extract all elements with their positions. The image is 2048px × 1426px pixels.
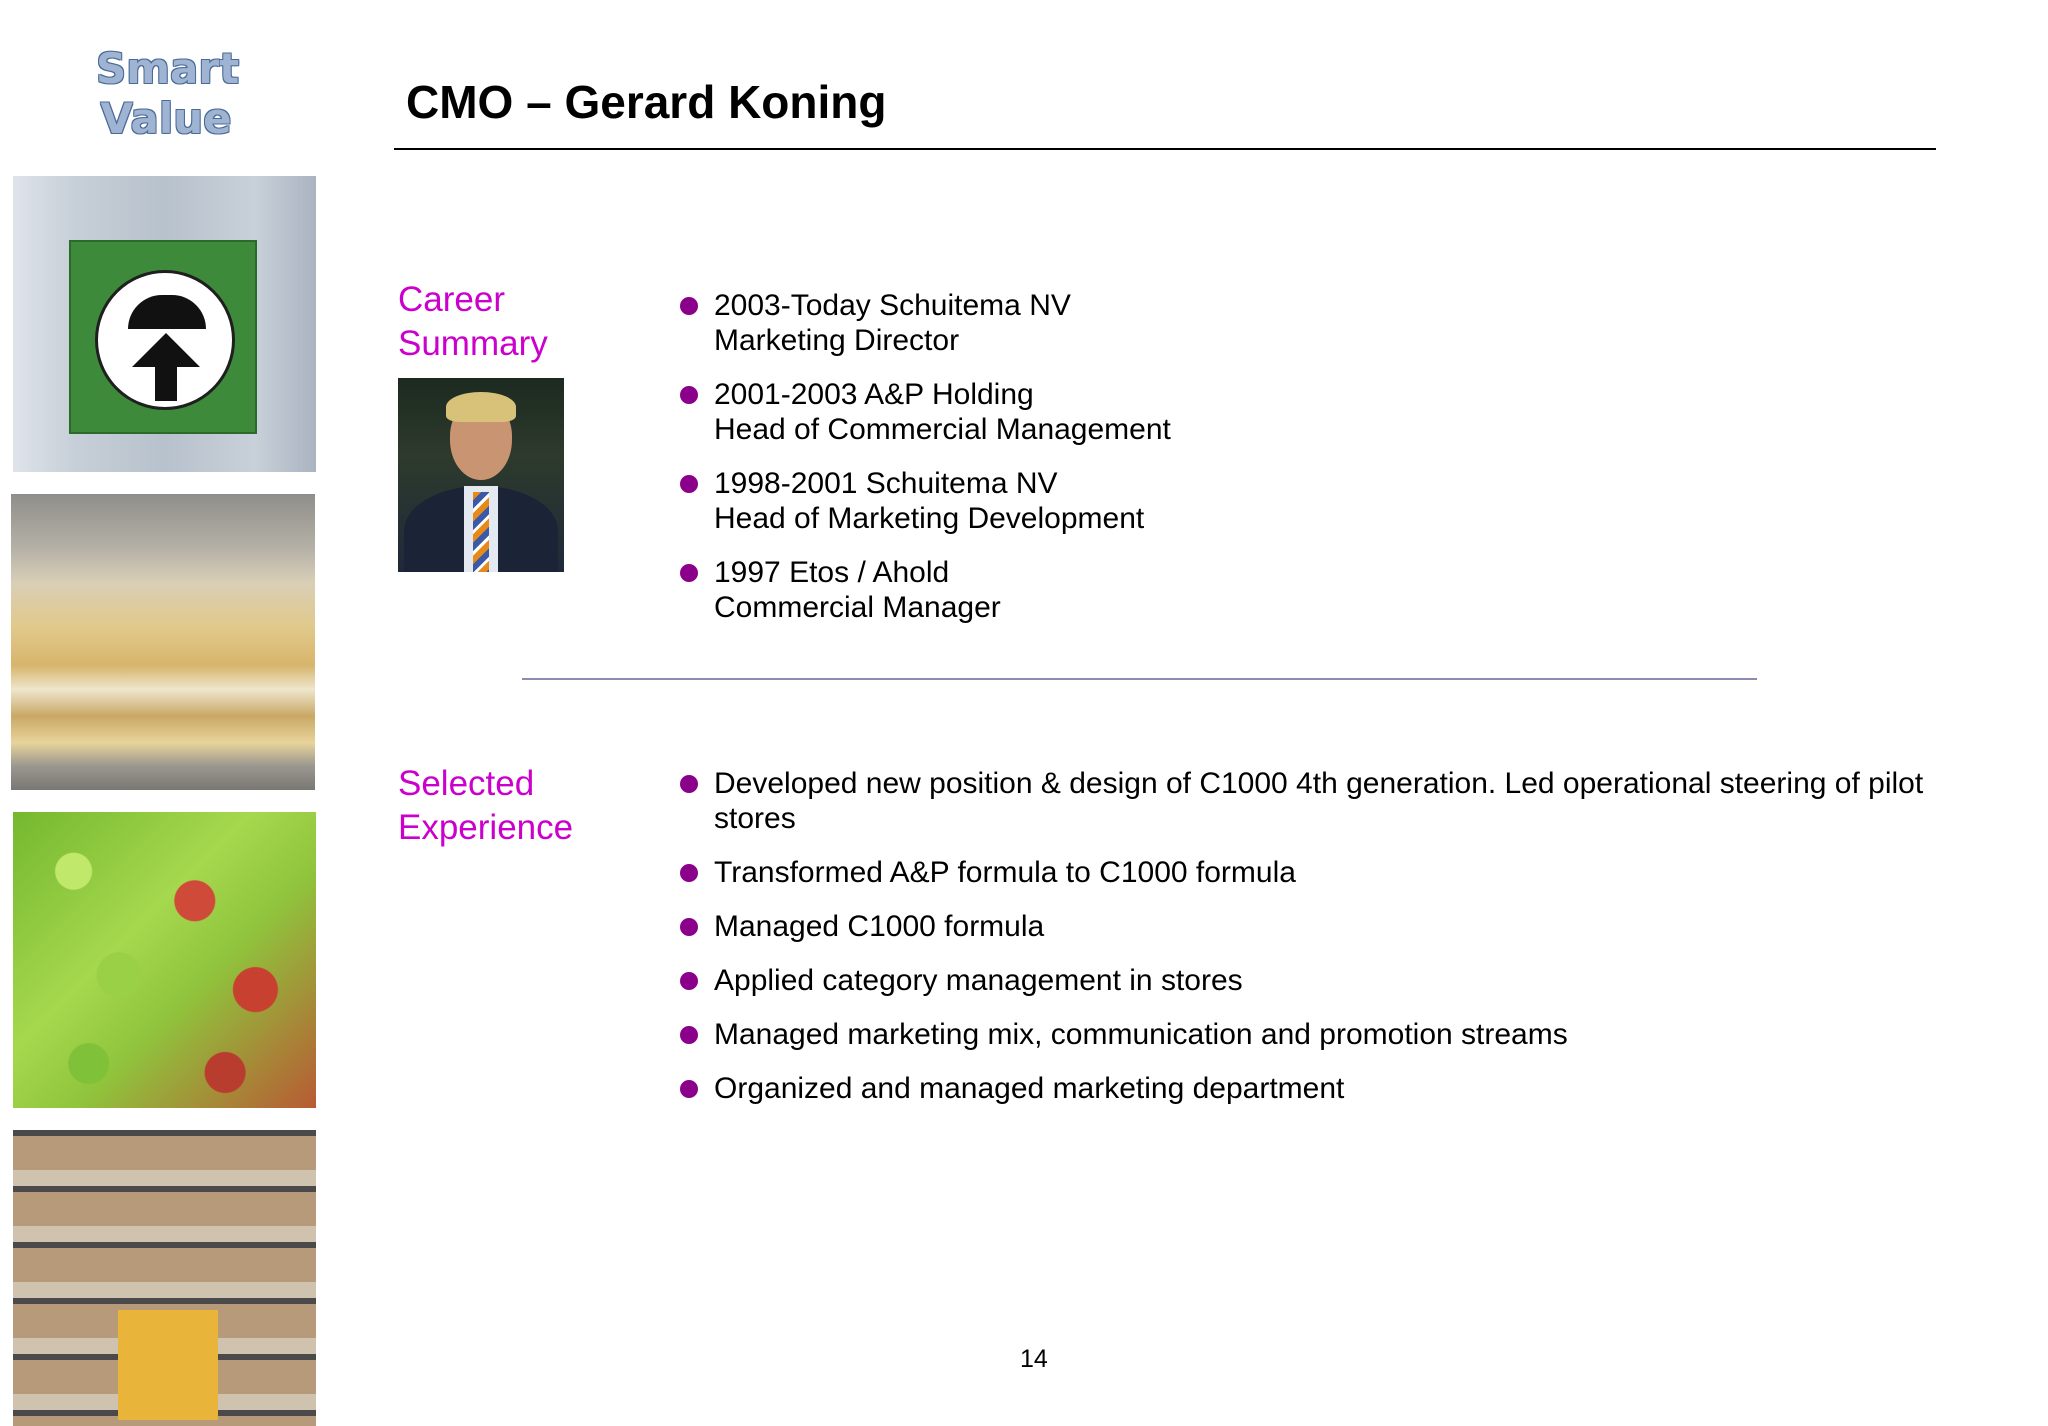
bullet-icon: [680, 864, 698, 882]
experience-item: [678, 1017, 1958, 1052]
experience-item-text: Managed marketing mix, communication and promotion streams: [714, 1018, 1568, 1051]
career-item: [678, 466, 1171, 536]
selected-experience-label: [398, 762, 573, 850]
career-label-line-1: Career: [398, 280, 505, 319]
logo-line-1: Smart: [96, 44, 240, 93]
experience-item: [678, 909, 1958, 944]
portrait-photo: [398, 378, 564, 572]
experience-label-line-1: Selected: [398, 764, 535, 803]
apples-photo: [13, 812, 316, 1108]
bullet-icon: [680, 1080, 698, 1098]
experience-item: [678, 766, 1958, 836]
career-item-role: Commercial Manager: [714, 591, 1001, 624]
deli-counter-photo: [11, 494, 315, 790]
career-item-role: Head of Marketing Development: [714, 502, 1145, 535]
bullet-icon: [680, 297, 698, 315]
career-item-role: Marketing Director: [714, 324, 960, 357]
career-item-period: 2001-2003 A&P Holding: [714, 378, 1034, 411]
experience-item-text: Organized and managed marketing department: [714, 1072, 1345, 1105]
career-item-period: 1997 Etos / Ahold: [714, 556, 950, 589]
career-item-period: 2003-Today Schuitema NV: [714, 289, 1071, 322]
title-divider: [394, 148, 1936, 150]
selected-experience-list: [678, 766, 1958, 1125]
experience-label-line-2: Experience: [398, 808, 574, 847]
experience-item-text: Applied category management in stores: [714, 964, 1243, 997]
career-summary-label: [398, 278, 548, 366]
bullet-icon: [680, 386, 698, 404]
experience-item-text: Managed C1000 formula: [714, 910, 1045, 943]
arrow-sign-icon: [95, 270, 235, 410]
career-item-period: 1998-2001 Schuitema NV: [714, 467, 1058, 500]
career-item: [678, 288, 1171, 358]
career-item: [678, 555, 1171, 625]
career-label-line-2: Summary: [398, 324, 548, 363]
sign-board: [69, 240, 257, 434]
experience-item-text: Developed new position & design of C1000 4th generation. Led operational steering of pilot stores: [714, 767, 1924, 835]
bullet-icon: [680, 1026, 698, 1044]
section-divider: [522, 678, 1757, 680]
bullet-icon: [680, 564, 698, 582]
bakery-shelves-photo: [13, 1130, 316, 1426]
bullet-icon: [680, 972, 698, 990]
experience-item: [678, 963, 1958, 998]
experience-item-text: Transformed A&P formula to C1000 formula: [714, 856, 1296, 889]
smart-value-logo: [96, 44, 240, 144]
bullet-icon: [680, 918, 698, 936]
bullet-icon: [680, 475, 698, 493]
page-title: CMO – Gerard Koning: [406, 76, 887, 128]
career-item-role: Head of Commercial Management: [714, 413, 1171, 446]
experience-item: [678, 855, 1958, 890]
career-item: [678, 377, 1171, 447]
page-number: 14: [1020, 1345, 1048, 1373]
logo-line-2: Value: [100, 94, 232, 143]
experience-item: [678, 1071, 1958, 1106]
store-sign-photo: [13, 176, 316, 472]
bullet-icon: [680, 775, 698, 793]
career-summary-list: [678, 288, 1171, 644]
